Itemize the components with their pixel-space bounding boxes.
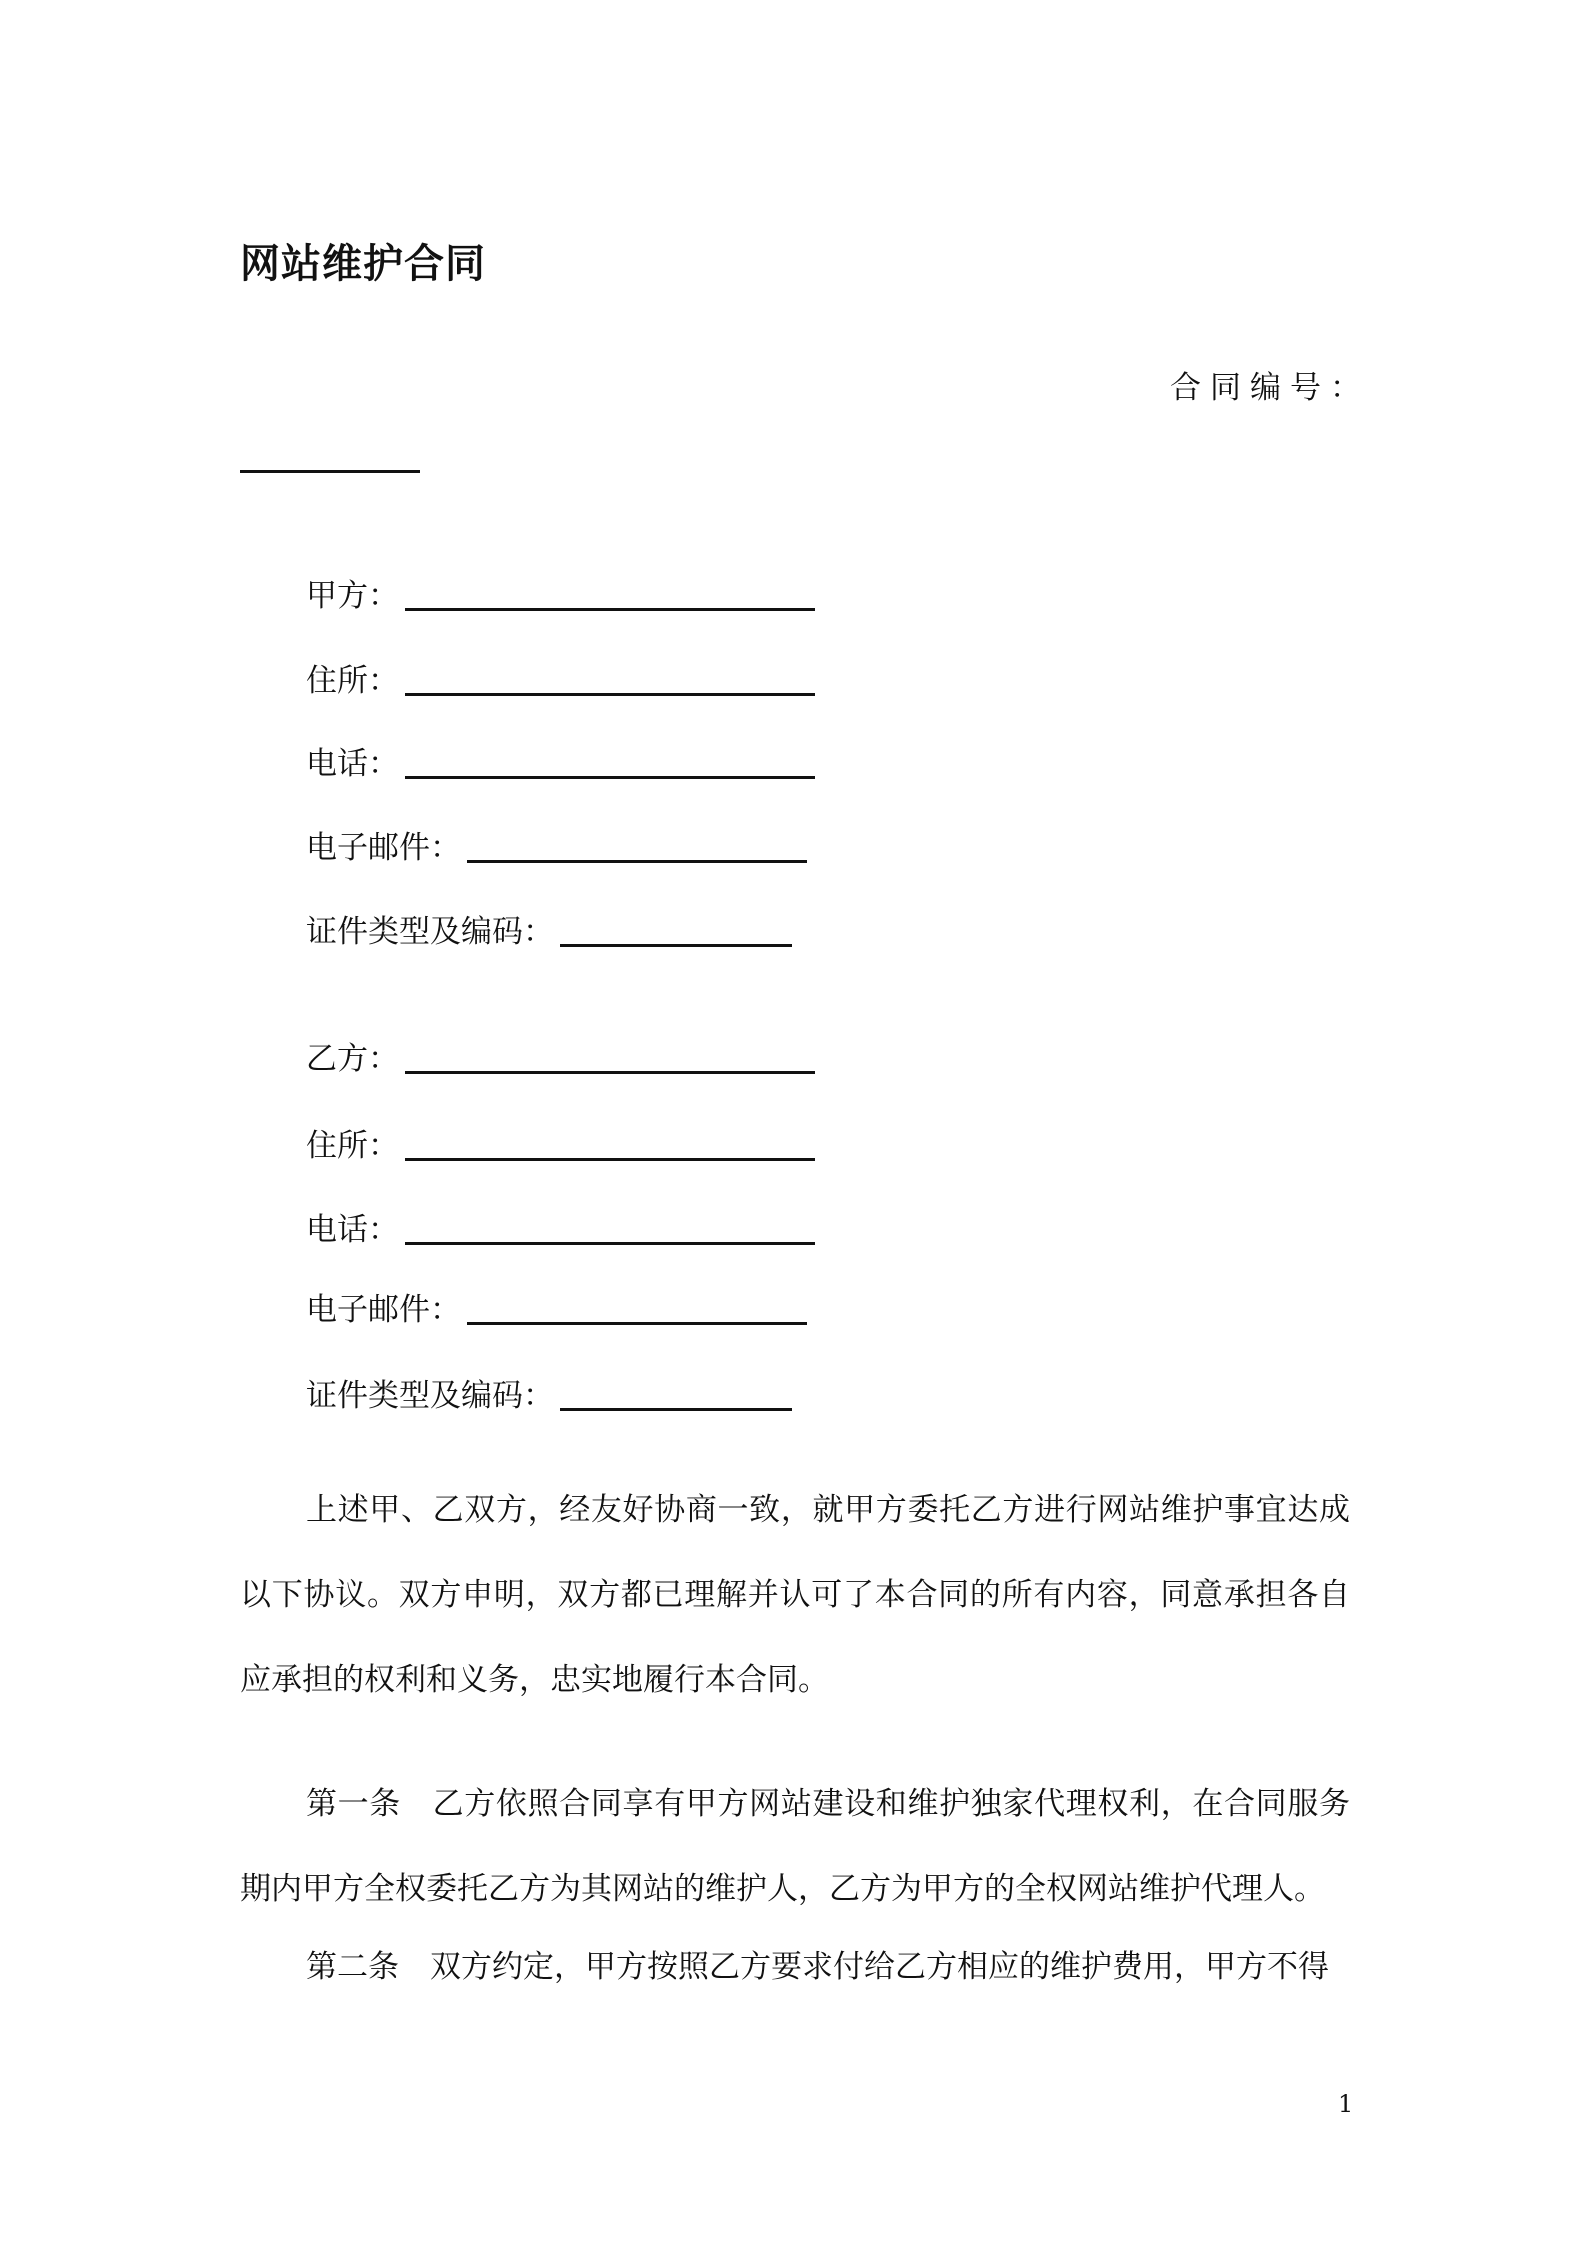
- party-b-phone-field: [306, 1204, 815, 1249]
- party-b-name-field: [306, 1033, 815, 1078]
- article-1-paragraph: 第一条 乙方依照合同享有甲方网站建设和维护独家代理权利，在合同服务期内甲方全权委托乙方为其网站的维护人，乙方为甲方的全权网站维护代理人。: [240, 1786, 1350, 1907]
- party-b-name-blank: [405, 1071, 815, 1074]
- document-title: 网站维护合同: [240, 241, 486, 287]
- party-a-id-field: [306, 906, 792, 951]
- party-a-name-label: 甲方：: [306, 578, 399, 614]
- party-a-address-label: 住所：: [306, 663, 399, 699]
- party-a-id-label: 证件类型及编码：: [306, 914, 554, 950]
- party-b-address-blank: [405, 1158, 815, 1161]
- article-2-paragraph: 第二条 双方约定，甲方按照乙方要求付给乙方相应的维护费用，甲方不得: [306, 1949, 1329, 1985]
- party-a-address-blank: [405, 693, 815, 696]
- party-a-phone-label: 电话：: [306, 746, 399, 782]
- contract-number-blank: [240, 470, 420, 473]
- party-a-id-blank: [560, 944, 792, 947]
- party-b-email-label: 电子邮件：: [306, 1292, 461, 1328]
- party-b-id-field: [306, 1370, 792, 1415]
- page-number: 1: [1338, 2090, 1354, 2118]
- party-a-address-field: [306, 655, 815, 700]
- contract-number-label: 合同编号：: [1170, 370, 1370, 406]
- party-b-email-field: [306, 1284, 807, 1329]
- party-a-email-field: [306, 822, 807, 867]
- party-b-id-label: 证件类型及编码：: [306, 1378, 554, 1414]
- party-b-address-field: [306, 1120, 815, 1165]
- party-a-phone-blank: [405, 776, 815, 779]
- party-b-name-label: 乙方：: [306, 1041, 399, 1077]
- party-a-phone-field: [306, 738, 815, 783]
- intro-paragraph: 上述甲、乙双方，经友好协商一致，就甲方委托乙方进行网站维护事宜达成以下协议。双方申明，双方都已理解并认可了本合同的所有内容，同意承担各自应承担的权利和义务，忠实地履行本合同。: [240, 1492, 1350, 1698]
- party-a-email-blank: [467, 860, 807, 863]
- party-a-email-label: 电子邮件：: [306, 830, 461, 866]
- party-a-name-blank: [405, 608, 815, 611]
- party-b-phone-blank: [405, 1242, 815, 1245]
- party-a-name-field: [306, 570, 815, 615]
- party-b-phone-label: 电话：: [306, 1212, 399, 1248]
- party-b-address-label: 住所：: [306, 1128, 399, 1164]
- party-b-id-blank: [560, 1408, 792, 1411]
- party-b-email-blank: [467, 1322, 807, 1325]
